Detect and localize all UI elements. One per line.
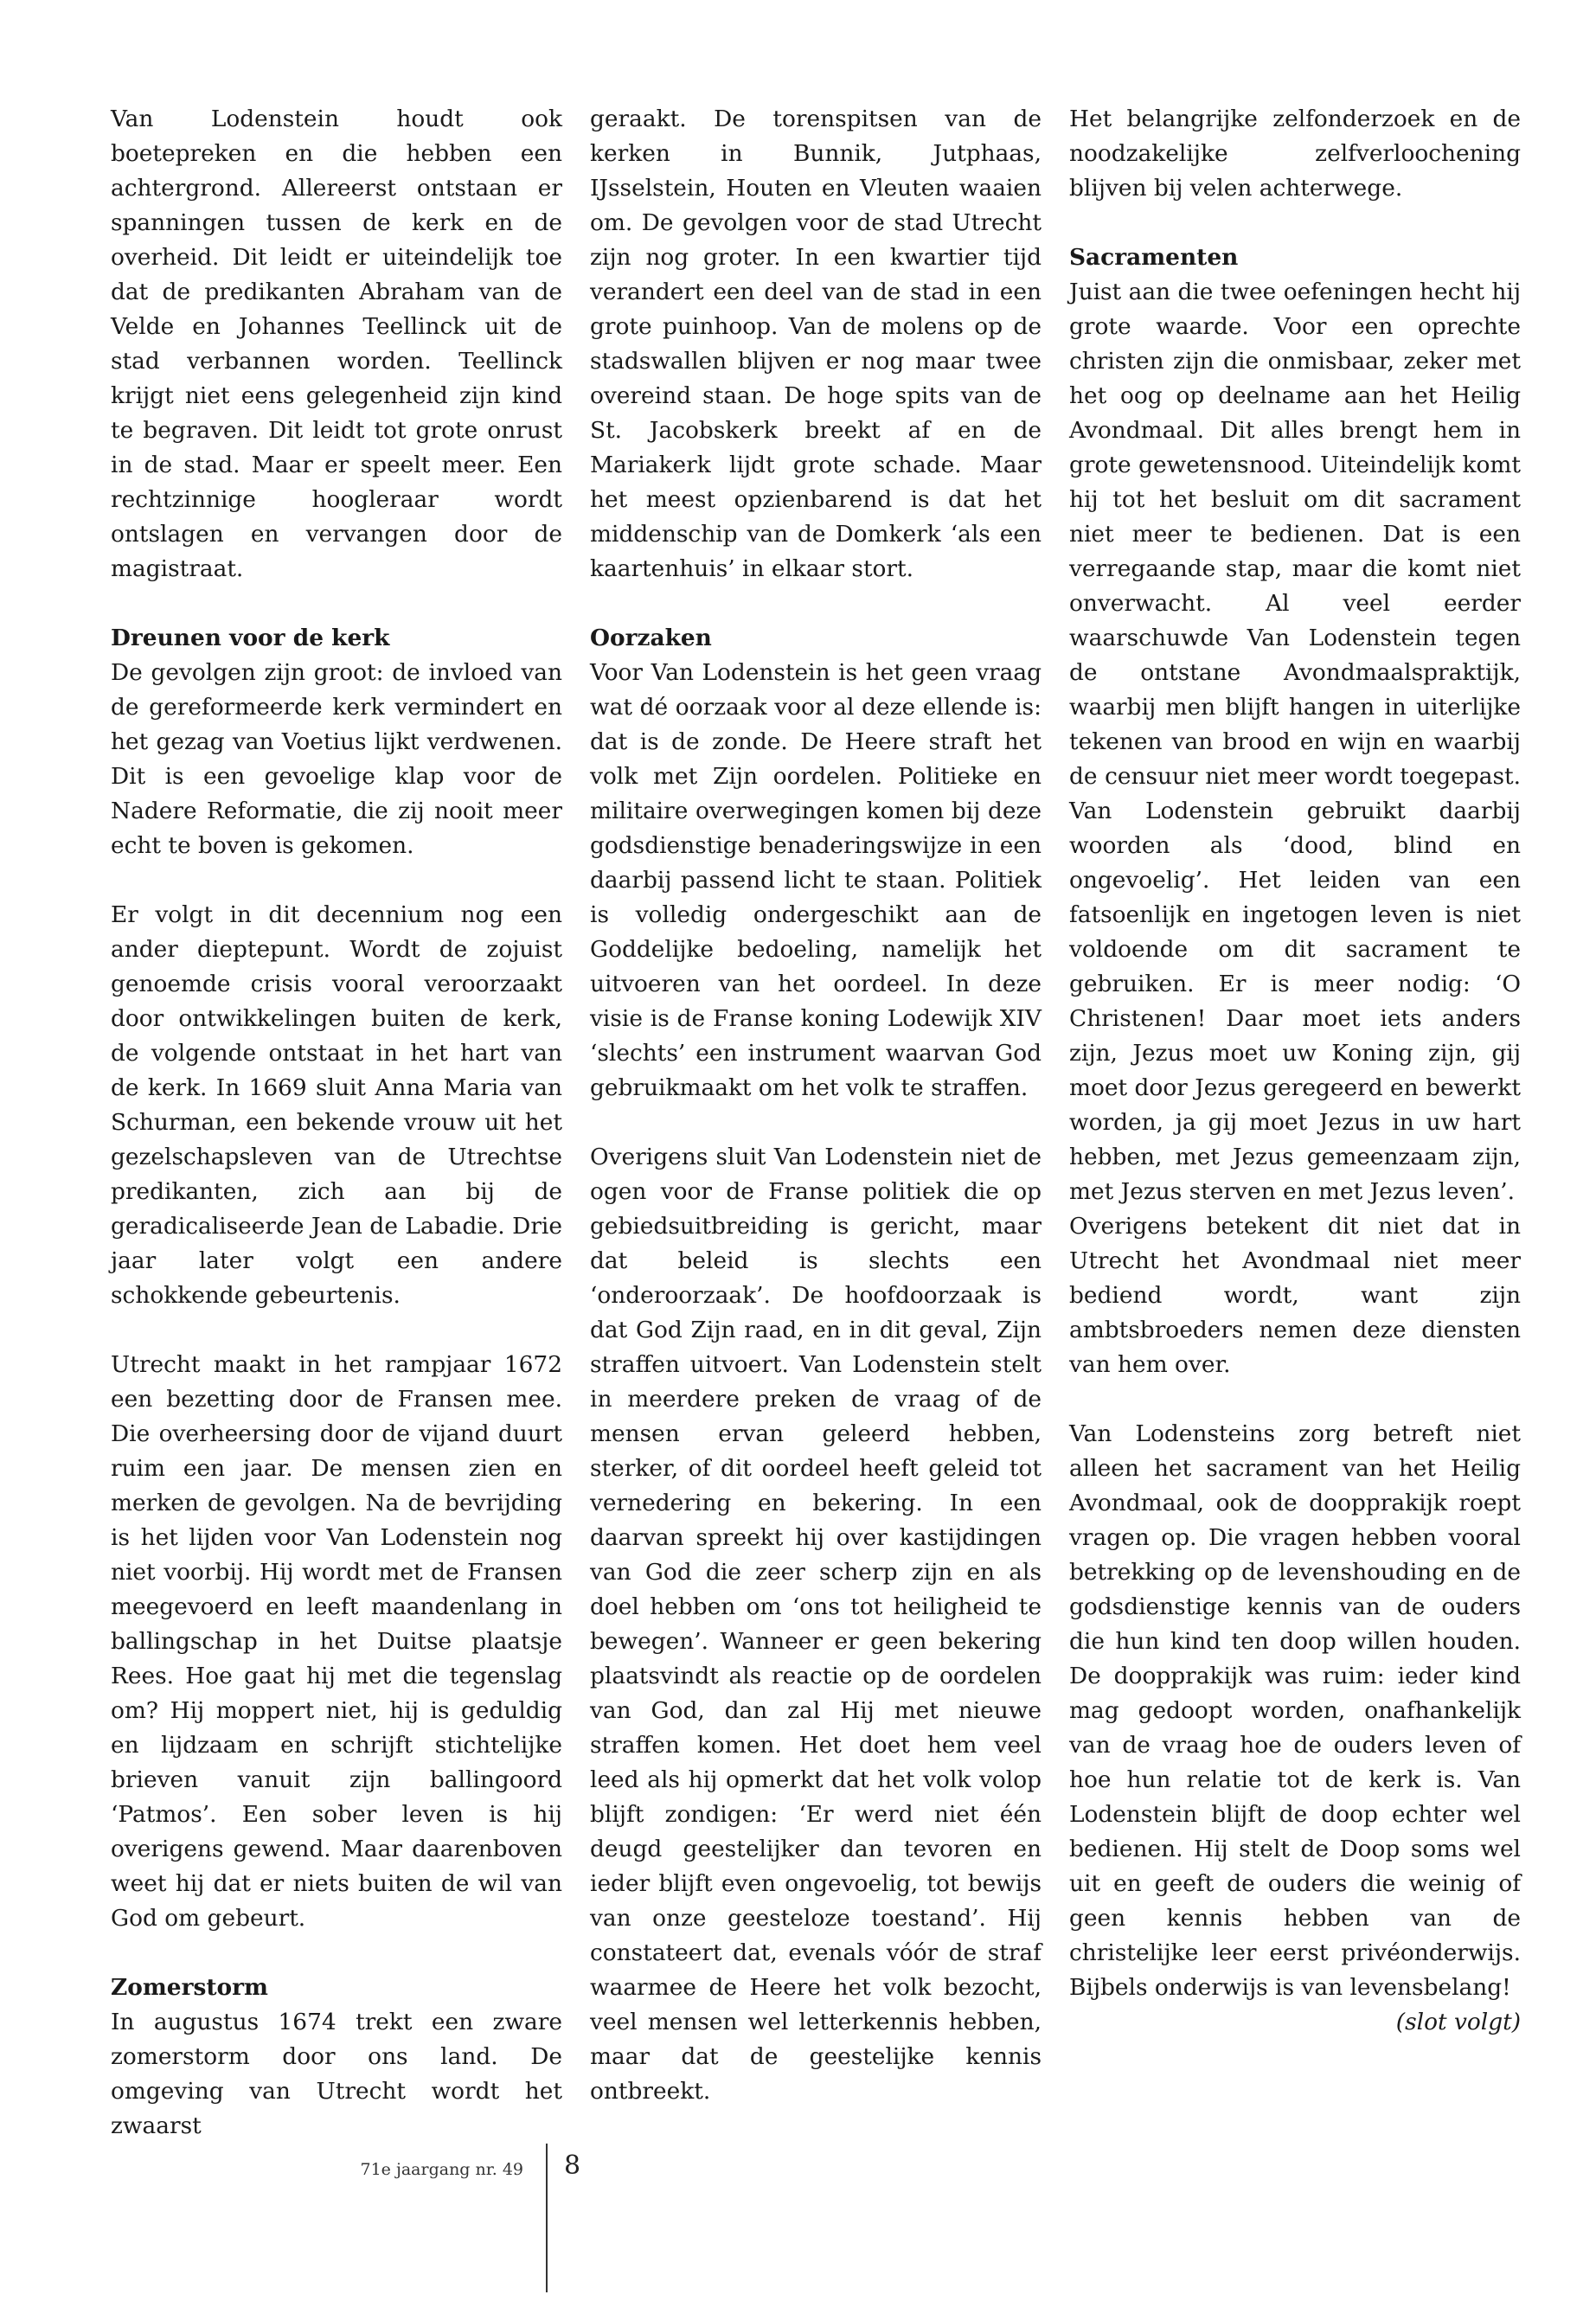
paragraph: Voor Van Lodenstein is het geen vraag wat dé oorzaak voor al deze ellende is: dat is de zonde. De Heere straft het volk met Zijn oordelen. Politieke en militaire overwegingen komen bij deze godsdienstige benaderingswijze in een daarbij passend licht te staan. Politiek is volledig ondergeschikt aan de Goddelijke bedoeling, namelijk het uitvoeren van het oordeel. In deze visie is de Franse koning Lodewijk XIV ‘slechts’ een instrument waarvan God gebruikmaakt om het volk te straffen. [590,659,1042,1101]
to-be-continued-note: (slot volgt) [1395,2009,1521,2035]
section-heading: Sacramenten [1069,244,1239,271]
paragraph: In augustus 1674 trekt een zware zomerstorm door ons land. De omgeving van Utrecht wordt het zwaarst [111,2009,562,2139]
paragraph: Van Lodensteins zorg betreft niet alleen het sacrament van het Heilig Avondmaal, ook de doopprakijk roept vragen op. Die vragen hebben vooral betrekking op de levenshouding en de godsdienstige kennis van de ouders die hun kind ten doop willen houden. De doopprakijk was ruim: ieder kind mag gedoopt worden, onafhankelijk van de vraag hoe de ouders leven of hoe hun relatie tot de kerk is. Van Lodenstein blijft de doop echter wel bedienen. Hij stelt de Doop soms wel uit en geeft de ouders die weinig of geen kennis hebben van de christelijke leer eerst privéonderwijs. Bijbels onderwijs is van levensbelang! [1069,1420,1521,2001]
paragraph: Overigens betekent dit niet dat in Utrecht het Avondmaal niet meer bediend wordt, want zijn ambtsbroeders nemen deze diensten van hem over. [1069,1213,1521,1378]
section-heading: Zomerstorm [111,1974,268,2001]
paragraph: Van Lodenstein houdt ook boetepreken en die hebben een achtergrond. Allereerst ontstaan er spanningen tussen de kerk en de overheid. Dit leidt er uiteindelijk toe dat de predikanten Abraham van de Velde en Johannes Teellinck uit de stad verbannen worden. Teellinck krijgt niet eens gelegenheid zijn kind te begraven. Dit leidt tot grote onrust in de stad. Maar er speelt meer. Een rechtzinnige hoogleraar wordt ontslagen en vervangen door de magistraat. [111,106,562,582]
section-heading: Dreunen voor de kerk [111,625,390,651]
page-number: 8 [564,2150,581,2181]
paragraph: geraakt. De torenspitsen van de kerken in Bunnik, Jutphaas, IJsselstein, Houten en Vleuten waaien om. De gevolgen voor de stad Utrecht zijn nog groter. In een kwartier tijd verandert een deel van de stad in een grote puinhoop. Van de molens op de stadswallen blijven er nog maar twee overeind staan. De hoge spits van de St. Jacobskerk breekt af en de Mariakerk lijdt grote schade. Maar het meest opzienbarend is dat het middenschip van de Domkerk ‘als een kaartenhuis’ in elkaar stort. [590,106,1042,582]
article-column-1 [111,102,562,2144]
paragraph: Er volgt in dit decennium nog een ander dieptepunt. Wordt de zojuist genoemde crisis vooral veroorzaakt door ontwikkelingen buiten de kerk, de volgende ontstaat in het hart van de kerk. In 1669 sluit Anna Maria van Schurman, een bekende vrouw uit het gezelschapsleven van de Utrechtse predikanten, zich aan bij de geradicaliseerde Jean de Labadie. Drie jaar later volgt een andere schokkende gebeurtenis. [111,901,562,1309]
article-column-3 [1069,102,1521,2040]
paragraph: De gevolgen zijn groot: de invloed van de gereformeerde kerk vermindert en het gezag van Voetius lijkt verdwenen. Dit is een gevoelige klap voor de Nadere Reformatie, die zij nooit meer echt te boven is gekomen. [111,659,562,859]
paragraph: Overigens sluit Van Lodenstein niet de ogen voor de Franse politiek die op gebiedsuitbreiding is gericht, maar dat beleid is slechts een ‘onderoorzaak’. De hoofdoorzaak is dat God Zijn raad, en in dit geval, Zijn straffen uitvoert. Van Lodenstein stelt in meerdere preken de vraag of de mensen ervan geleerd hebben, sterker, of dit oordeel heeft geleid tot vernedering en bekering. In een daarvan spreekt hij over kastijdingen van God die zeer scherp zijn en als doel hebben om ‘ons tot heiligheid te bewegen’. Wanneer er geen bekering plaatsvindt als reactie op de oordelen van God, dan zal Hij met nieuwe straffen komen. Het doet hem veel leed als hij opmerkt dat het volk volop blijft zondigen: ‘Er werd niet één deugd geestelijker dan tevoren en ieder blijft even ongevoelig, tot bewijs van onze geesteloze toestand’. Hij constateert dat, evenals vóór de straf waarmee de Heere het volk bezocht, veel mensen wel letterkennis hebben, maar dat de geestelijke kennis ontbreekt. [590,1144,1042,2105]
paragraph: Het belangrijke zelfonderzoek en de noodzakelijke zelfverloochening blijven bij velen achterwege. [1069,106,1521,202]
issue-info: 71e jaargang nr. 49 [360,2160,523,2179]
paragraph: Utrecht maakt in het rampjaar 1672 een bezetting door de Fransen mee. Die overheersing door de vijand duurt ruim een jaar. De mensen zien en merken de gevolgen. Na de bevrijding is het lijden voor Van Lodenstein nog niet voorbij. Hij wordt met de Fransen meegevoerd en leeft maandenlang in ballingschap in het Duitse plaatsje Rees. Hoe gaat hij met die tegenslag om? Hij moppert niet, hij is geduldig en lijdzaam en schrijft stichtelijke brieven vanuit zijn ballingoord ‘Patmos’. Een sober leven is hij overigens gewend. Maar daarenboven weet hij dat er niets buiten de wil van God om gebeurt. [111,1351,562,1932]
section-heading: Oorzaken [590,625,712,651]
article-column-2 [590,102,1042,2109]
paragraph: Juist aan die twee oefeningen hecht hij grote waarde. Voor een oprechte christen zijn die onmisbaar, zeker met het oog op deelname aan het Heilig Avondmaal. Dit alles brengt hem in grote gewetensnood. Uiteindelijk komt hij tot het besluit om dit sacrament niet meer te bedienen. Dat is een verregaande stap, maar die komt niet onverwacht. Al veel eerder waarschuwde Van Lodenstein tegen de ontstane Avondmaalspraktijk, waarbij men blijft hangen in uiterlijke tekenen van brood en wijn en waarbij de censuur niet meer wordt toegepast. Van Lodenstein gebruikt daarbij woorden als ‘dood, blind en ongevoelig’. Het leiden van een fatsoenlijk en ingetogen leven is niet voldoende om dit sacrament te gebruiken. Er is meer nodig: ‘O Christenen! Daar moet iets anders zijn, Jezus moet uw Koning zijn, gij moet door Jezus geregeerd en bewerkt worden, ja gij moet Jezus in uw hart hebben, met Jezus gemeenzaam zijn, met Jezus sterven en met Jezus leven’. [1069,279,1521,1205]
footer-divider [546,2144,548,2292]
